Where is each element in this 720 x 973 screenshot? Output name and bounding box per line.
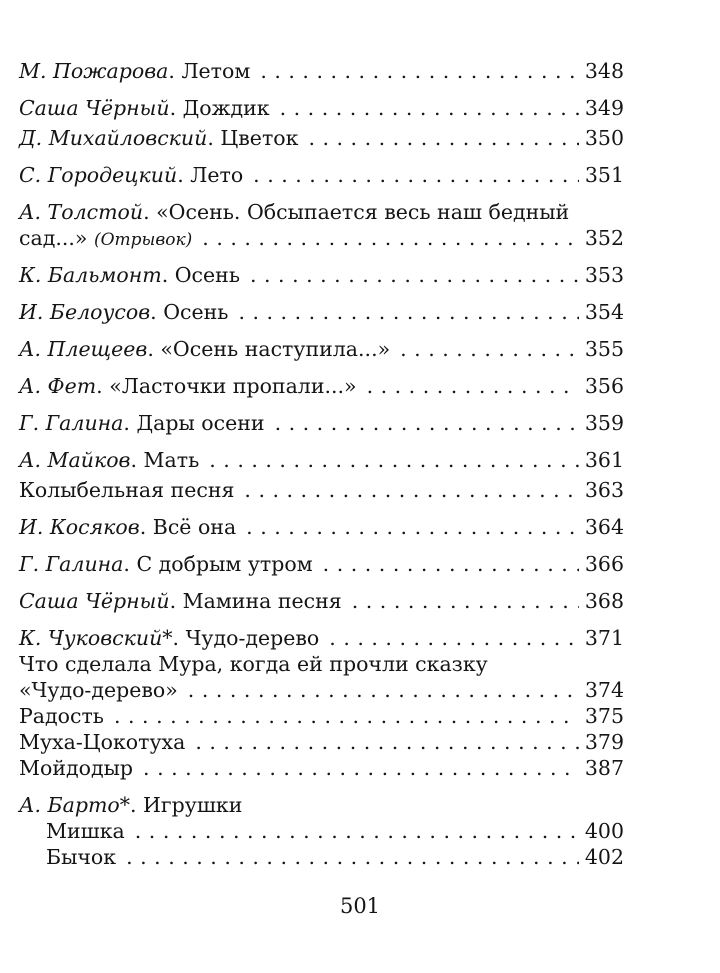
dot-leader (135, 818, 579, 844)
dot-leader (280, 95, 579, 121)
entry-title: Радость (19, 704, 104, 728)
entry-title: Цветок (220, 126, 299, 150)
dot-leader (329, 625, 579, 651)
entry-text-line2 (19, 677, 624, 703)
dot-leader (195, 729, 579, 755)
entry-note: (Отрывок) (93, 230, 193, 250)
toc-entry (19, 818, 624, 844)
entry-page: 379 (584, 730, 624, 754)
entry-title-line1: Что сделала Мура, когда ей прочли сказку (19, 652, 488, 676)
entry-page: 348 (584, 59, 624, 83)
entry-text: А. Майков. Мать (19, 448, 200, 472)
entry-page: 356 (584, 374, 624, 398)
toc-section-heading: А. Барто*. Игрушки (19, 793, 243, 817)
entry-title: Всё она (152, 515, 237, 539)
entry-text: Саша Чёрный. Мамина песня (19, 589, 342, 613)
entry-page: 355 (584, 337, 624, 361)
entry-text: Саша Чёрный. Дождик (19, 96, 270, 120)
entry-text-line1: А. Толстой. «Осень. Обсыпается весь наш бедный (19, 200, 570, 224)
entry-text: К. Бальмонт. Осень (19, 263, 240, 287)
toc-entry (19, 299, 624, 325)
entry-author: С. Городецкий (19, 163, 178, 187)
entry-page: 374 (584, 678, 624, 702)
toc-entry (19, 95, 624, 121)
toc-entry (19, 514, 624, 540)
toc-entry (19, 477, 624, 503)
entry-author: Саша Чёрный (19, 96, 170, 120)
toc-entry (19, 373, 624, 399)
dot-leader (246, 514, 579, 540)
toc-entry (19, 162, 624, 188)
entry-text: А. Фет. «Ласточки пропали...» (19, 374, 357, 398)
entry-author: А. Толстой (19, 200, 144, 224)
dot-leader (126, 844, 579, 870)
toc-entry (19, 125, 624, 151)
entry-text: С. Городецкий. Лето (19, 163, 244, 187)
dot-leader (275, 410, 579, 436)
dot-leader (352, 588, 579, 614)
entry-page: 375 (584, 704, 624, 728)
dot-leader (188, 677, 579, 703)
dot-leader (209, 447, 579, 473)
entry-title: Мать (143, 448, 200, 472)
entry-author: А. Плещеев (19, 337, 148, 361)
entry-author: К. Чуковский* (19, 626, 173, 650)
entry-title-line2: сад...» (19, 226, 88, 250)
entry-page: 363 (584, 478, 624, 502)
toc-entry-multiline (19, 651, 624, 703)
dot-leader (253, 162, 579, 188)
toc-entry (19, 844, 624, 870)
entry-author: И. Косяков (19, 515, 140, 539)
entry-title: Мамина песня (182, 589, 342, 613)
dot-leader (238, 299, 578, 325)
entry-text: И. Белоусов. Осень (19, 300, 229, 324)
entry-page: 400 (584, 819, 624, 843)
toc-entry (19, 588, 624, 614)
entry-title: Игрушки (143, 793, 243, 817)
entry-page: 364 (584, 515, 624, 539)
toc-entry (19, 410, 624, 436)
entry-title: Дары осени (136, 411, 265, 435)
entry-text (19, 225, 192, 253)
toc-entry (19, 336, 624, 362)
entry-text: К. Чуковский*. Чудо-дерево (19, 626, 320, 650)
entry-page: 371 (584, 626, 624, 650)
dot-leader (367, 373, 579, 399)
entry-page: 387 (584, 756, 624, 780)
entry-text: Г. Галина. Дары осени (19, 411, 265, 435)
entry-author: А. Барто* (19, 793, 130, 817)
entry-page: 351 (584, 163, 624, 187)
entry-title-line2: «Чудо-дерево» (19, 678, 178, 702)
entry-page: 361 (584, 448, 624, 472)
table-of-contents (19, 58, 624, 870)
toc-entry-multiline (19, 199, 624, 251)
toc-entry (19, 703, 624, 729)
entry-page: 366 (584, 552, 624, 576)
toc-entry (19, 755, 624, 781)
entry-title: Осень (174, 263, 240, 287)
entry-text: А. Плещеев. «Осень наступила...» (19, 337, 391, 361)
dot-leader (260, 58, 579, 84)
entry-page: 352 (584, 226, 624, 250)
toc-entry (19, 625, 624, 651)
toc-entry (19, 58, 624, 84)
entry-text: Г. Галина. С добрым утром (19, 552, 313, 576)
entry-author: Г. Галина (19, 411, 124, 435)
toc-entry (19, 551, 624, 577)
dot-leader (114, 703, 579, 729)
entry-text-line2 (19, 225, 624, 251)
entry-author: Д. Михайловский (19, 126, 208, 150)
entry-author: К. Бальмонт (19, 263, 162, 287)
page-number: 501 (339, 894, 381, 918)
dot-leader (250, 262, 579, 288)
dot-leader (400, 336, 579, 362)
entry-title: Мишка (46, 819, 125, 843)
entry-author: Г. Галина (19, 552, 124, 576)
dot-leader (308, 125, 578, 151)
entry-title: Дождик (182, 96, 270, 120)
entry-page: 350 (584, 126, 624, 150)
entry-text: М. Пожарова. Летом (19, 59, 251, 83)
entry-title: Осень (163, 300, 229, 324)
entry-title: «Ласточки пропали...» (109, 374, 357, 398)
entry-title: Колыбельная песня (19, 478, 235, 502)
entry-title: Летом (181, 59, 251, 83)
entry-page: 359 (584, 411, 624, 435)
dot-leader (143, 755, 579, 781)
entry-title: Мойдодыр (19, 756, 134, 780)
entry-page: 368 (584, 589, 624, 613)
entry-author: И. Белоусов (19, 300, 151, 324)
entry-text: И. Косяков. Всё она (19, 515, 237, 539)
entry-page: 349 (584, 96, 624, 120)
toc-entry (19, 447, 624, 473)
entry-title: Бычок (46, 845, 117, 869)
toc-entry (19, 262, 624, 288)
dot-leader (323, 551, 579, 577)
entry-author: А. Фет (19, 374, 97, 398)
entry-page: 402 (584, 845, 624, 869)
entry-author: Саша Чёрный (19, 589, 170, 613)
entry-page: 353 (584, 263, 624, 287)
dot-leader (202, 225, 579, 251)
entry-page: 354 (584, 300, 624, 324)
toc-entry (19, 729, 624, 755)
entry-author: А. Майков (19, 448, 131, 472)
entry-title: С добрым утром (136, 552, 313, 576)
entry-title: «Осень наступила...» (160, 337, 391, 361)
entry-title: Лето (190, 163, 244, 187)
entry-title-line1: «Осень. Обсыпается весь наш бедный (156, 200, 570, 224)
entry-title: Чудо-дерево (185, 626, 320, 650)
dot-leader (244, 477, 578, 503)
entry-author: М. Пожарова (19, 59, 169, 83)
entry-text: Д. Михайловский. Цветок (19, 126, 299, 150)
entry-title: Муха-Цокотуха (19, 730, 186, 754)
